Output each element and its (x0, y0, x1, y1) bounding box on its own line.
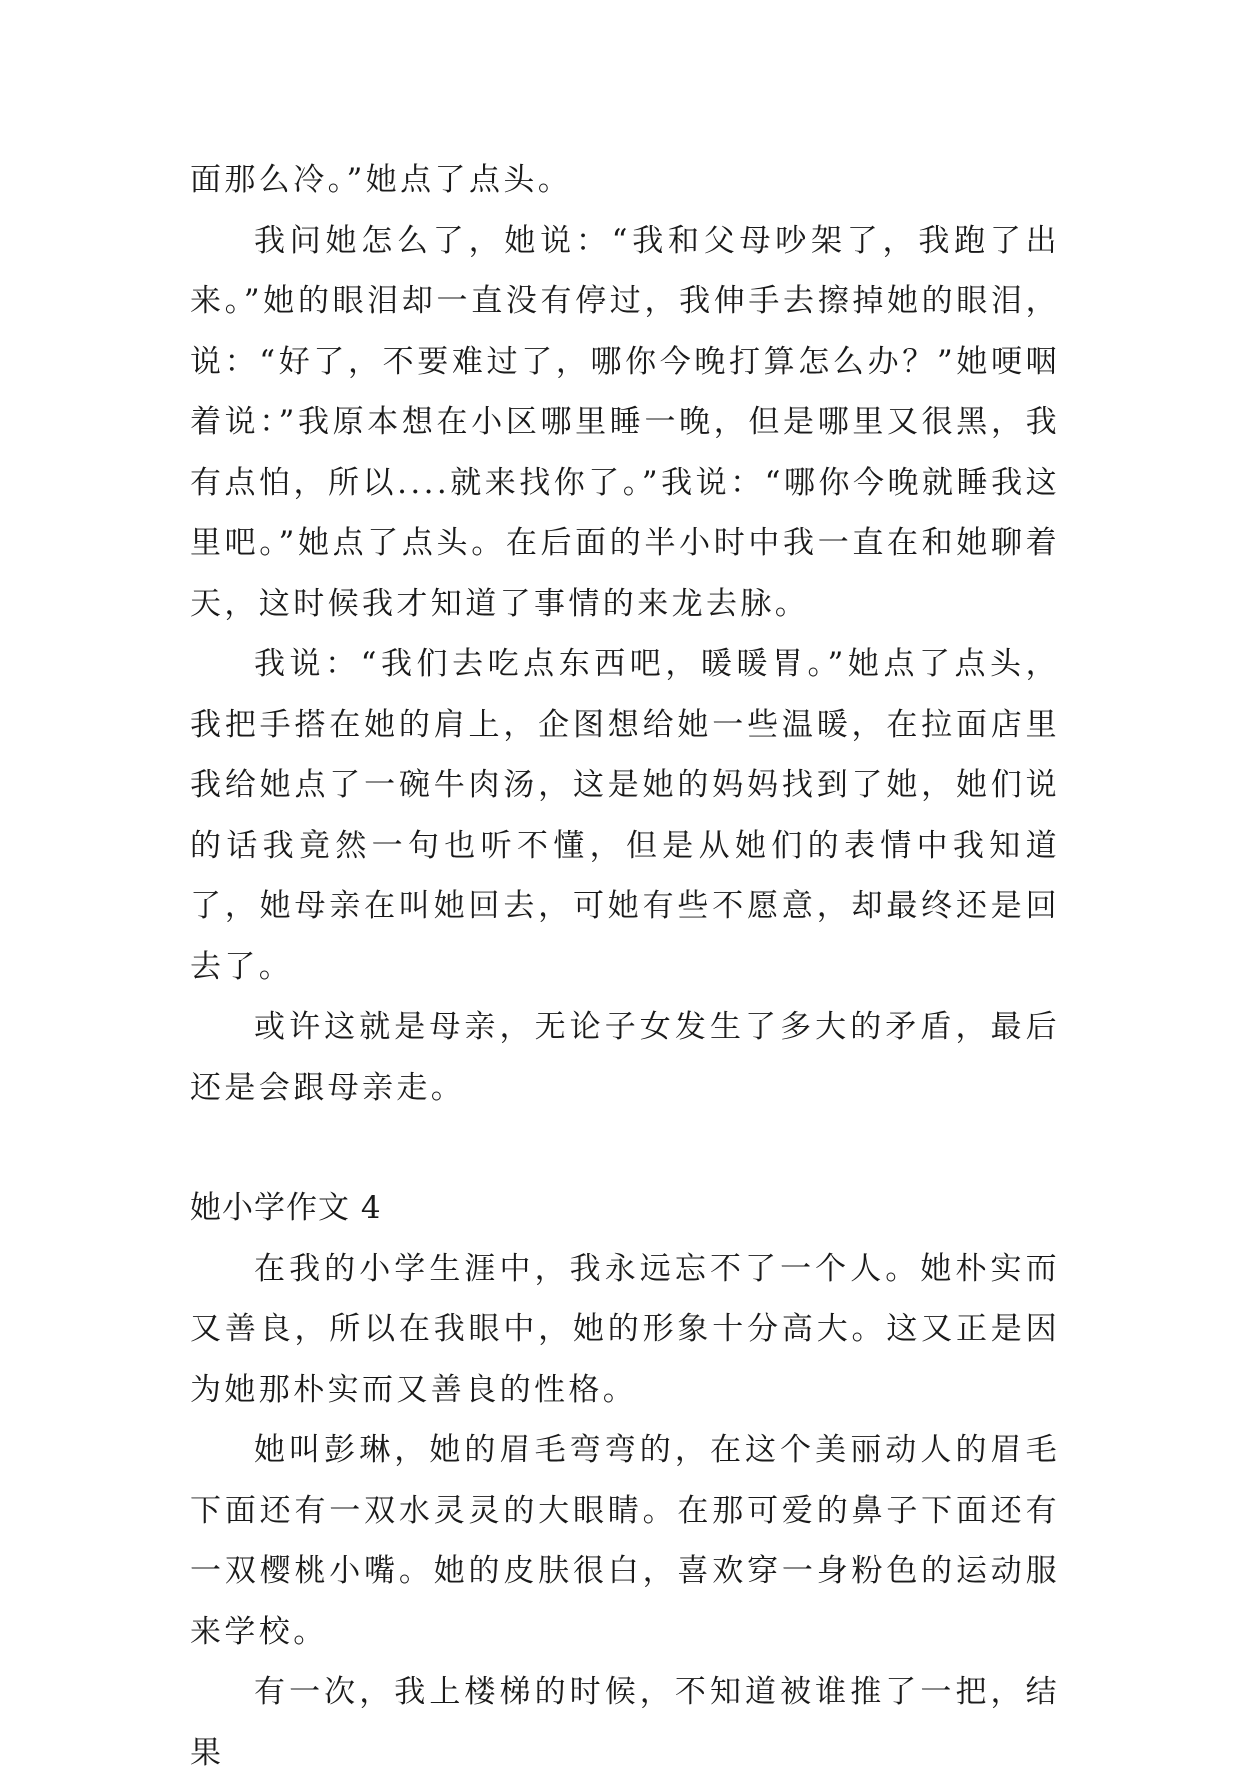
paragraph: 有一次，我上楼梯的时候，不知道被谁推了一把，结果 (190, 1674, 1060, 1771)
paragraph: 在我的小学生涯中，我永远忘不了一个人。她朴实而又善良，所以在我眼中，她的形象十分高大。这又正是因为她那朴实而又善良的性格。 (190, 1250, 1060, 1408)
paragraph: 或许这就是母亲，无论子女发生了多大的矛盾，最后还是会跟母亲走。 (190, 1009, 1060, 1106)
paragraph-continuation: 面那么冷。”她点了点头。 (190, 162, 573, 198)
section-title: 她小学作文 4 (190, 1190, 382, 1226)
paragraph: 我说：“我们去吃点东西吧，暖暖胃。”她点了点头，我把手搭在她的肩上，企图想给她一些温暖，在拉面店里我给她点了一碗牛肉汤，这是她的妈妈找到了她，她们说的话我竟然一句也听不懂，但是从她们的表情中我知道了，她母亲在叫她回去，可她有些不愿意，却最终还是回去了。 (190, 646, 1060, 985)
paragraph: 她叫彭琳，她的眉毛弯弯的，在这个美丽动人的眉毛下面还有一双水灵灵的大眼睛。在那可爱的鼻子下面还有一双樱桃小嘴。她的皮肤很白，喜欢穿一身粉色的运动服来学校。 (190, 1432, 1060, 1650)
document-page (190, 150, 1060, 1783)
paragraph: 我问她怎么了，她说：“我和父母吵架了，我跑了出来。”她的眼泪却一直没有停过，我伸手去擦掉她的眼泪，说：“好了，不要难过了，哪你今晚打算怎么办？”她哽咽着说：”我原本想在小区哪里睡一晚，但是哪里又很黑，我有点怕，所以....就来找你了。”我说：“哪你今晚就睡我这里吧。”她点了点头。在后面的半小时中我一直在和她聊着天，这时候我才知道了事情的来龙去脉。 (190, 222, 1060, 622)
